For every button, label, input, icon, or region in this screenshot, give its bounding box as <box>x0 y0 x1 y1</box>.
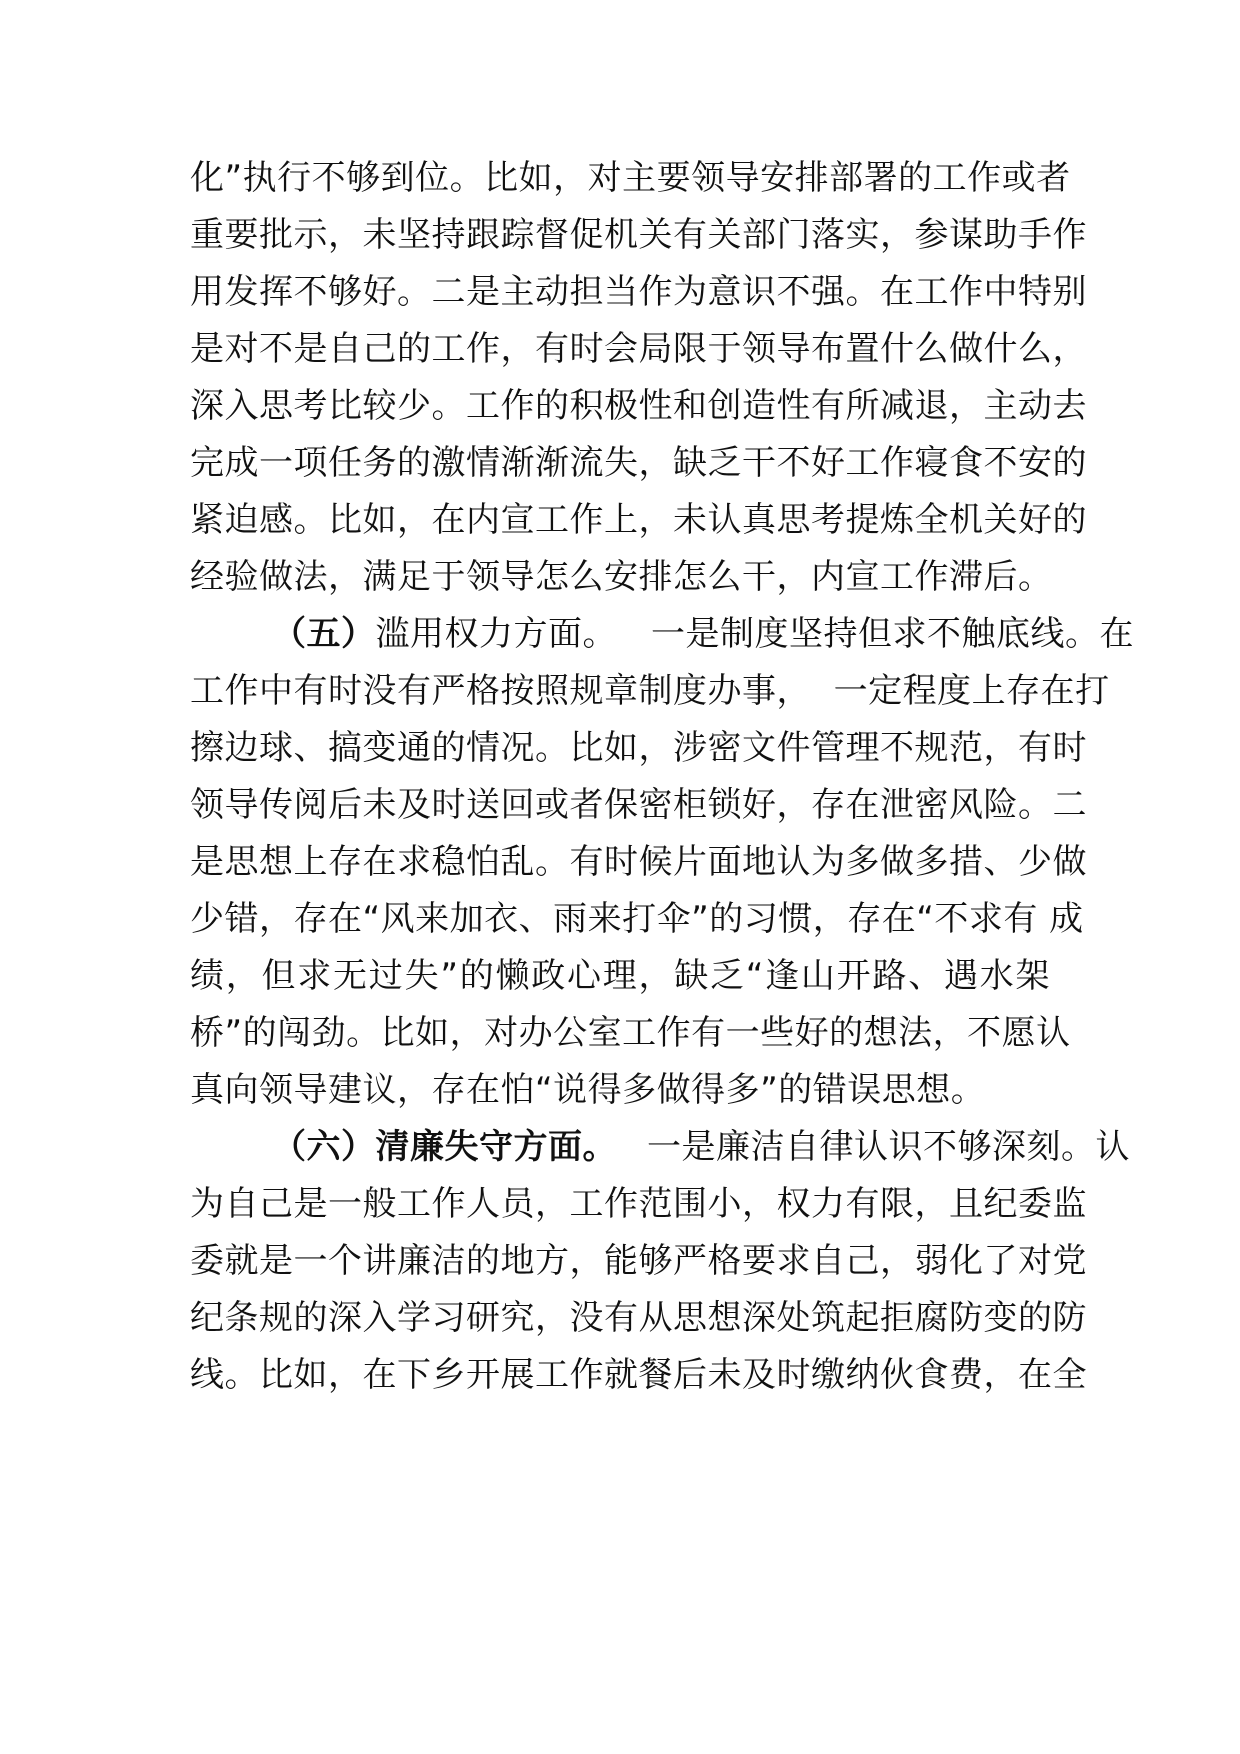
paragraph-line: 绩，但求无过失”的懒政心理，缺乏“逢山开路、遇水架 <box>190 956 1050 996</box>
paragraph-line: 经验做法，满足于领导怎么安排怎么干，内宣工作滞后。 <box>190 557 1053 597</box>
paragraph-3 <box>190 1119 1130 1404</box>
paragraph-line: 擦边球、搞变通的情况。比如，涉密文件管理不规范，有时 <box>190 728 1087 768</box>
paragraph-line: 紧迫感。比如，在内宣工作上，未认真思考提炼全机关好的 <box>190 500 1087 540</box>
paragraph-line: 为自己是一般工作人员，工作范围小，权力有限，且纪委监 <box>190 1184 1087 1224</box>
document-page <box>190 150 1134 1404</box>
paragraph-line: 化”执行不够到位。比如，对主要领导安排部署的工作或者 <box>190 158 1071 198</box>
paragraph-line: 用发挥不够好。二是主动担当作为意识不强。在工作中特别 <box>190 272 1087 312</box>
paragraph-line: 桥”的闯劲。比如，对办公室工作有一些好的想法，不愿认 <box>190 1013 1071 1053</box>
paragraph-line: 线。比如，在下乡开展工作就餐后未及时缴纳伙食费，在全 <box>190 1355 1087 1395</box>
paragraph-line: 领导传阅后未及时送回或者保密柜锁好，存在泄密风险。二 <box>190 785 1087 825</box>
paragraph-line: 重要批示，未坚持跟踪督促机关有关部门落实，参谋助手作 <box>190 215 1087 255</box>
paragraph-line: 少错，存在“风来加衣、雨来打伞”的习惯，存在“不求有 成 <box>190 899 1084 939</box>
paragraph-line: 纪条规的深入学习研究，没有从思想深处筑起拒腐防变的防 <box>190 1298 1087 1338</box>
paragraph-2 <box>190 606 1134 1119</box>
section-heading: （六）清廉失守方面。 <box>272 1127 617 1167</box>
paragraph-line: 工作中有时没有严格按照规章制度办事， 一定程度上存在打 <box>190 671 1110 711</box>
paragraph-line: 委就是一个讲廉洁的地方，能够严格要求自己，弱化了对党 <box>190 1241 1087 1281</box>
paragraph-line-rest: 一是廉洁自律认识不够深刻。认 <box>647 1127 1130 1167</box>
paragraph-1 <box>190 150 1087 606</box>
paragraph-line: 深入思考比较少。工作的积极性和创造性有所减退，主动去 <box>190 386 1087 426</box>
section-heading-title: 滥用权力方面。 <box>375 614 617 654</box>
paragraph-line: 是对不是自己的工作，有时会局限于领导布置什么做什么， <box>190 329 1087 369</box>
paragraph-line-rest: 一是制度坚持但求不触底线。在 <box>651 614 1134 654</box>
paragraph-first-line <box>190 606 1134 663</box>
section-heading-number: （五） <box>272 614 376 654</box>
paragraph-line: 真向领导建议，存在怕“说得多做得多”的错误思想。 <box>190 1070 986 1110</box>
paragraph-line: 是思想上存在求稳怕乱。有时候片面地认为多做多措、少做 <box>190 842 1087 882</box>
paragraph-first-line <box>190 1119 1130 1176</box>
paragraph-line: 完成一项任务的激情渐渐流失，缺乏干不好工作寝食不安的 <box>190 443 1087 483</box>
